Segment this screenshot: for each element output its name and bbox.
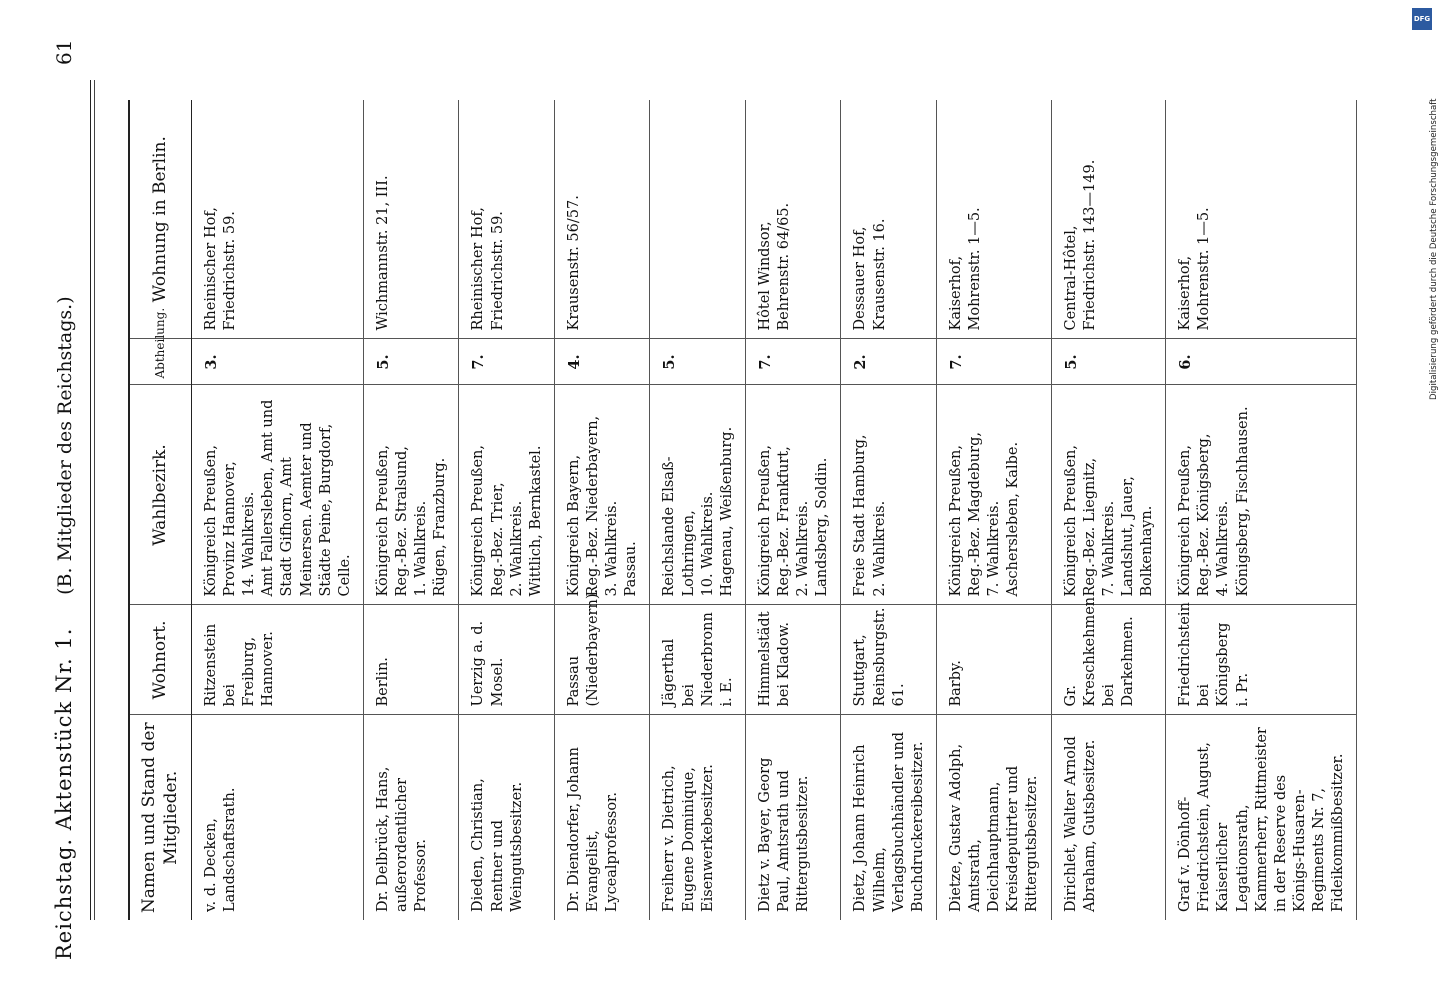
table-row	[650, 100, 746, 920]
member-division: 7.	[459, 339, 555, 385]
member-berlin-address: Wichmannstr. 21, III.	[363, 100, 459, 339]
member-berlin-address: Rheinischer Hof, Friedrichstr. 59.	[459, 100, 555, 339]
table-body	[191, 100, 1356, 920]
dfg-logo	[1412, 8, 1432, 30]
table-header-row	[129, 100, 191, 920]
member-residence: Berlin.	[363, 605, 459, 715]
member-name: Dr. Delbrück, Hans, außerordentlicher Professor.	[363, 715, 459, 920]
member-division: 7.	[936, 339, 1051, 385]
page-number: 61	[52, 39, 76, 65]
member-residence: Ritzenstein bei Freiburg, Hannover.	[191, 605, 363, 715]
member-name: Dr. Diendorfer, Johann Evangelist, Lycealprofessor.	[554, 715, 650, 920]
member-district: Königreich Preußen, Reg.-Bez. Trier, 2. Wahlkreis. Wittlich, Bernkastel.	[459, 385, 555, 605]
member-name: Dietz, Johann Heinrich Wilhelm, Verlagsbuchhändler und Buchdruckereibesitzer.	[841, 715, 937, 920]
dfg-badge: DFG	[1413, 15, 1431, 23]
table-row	[1051, 100, 1166, 920]
member-division: 5.	[363, 339, 459, 385]
member-division: 6.	[1166, 339, 1357, 385]
header-rule-thin	[94, 80, 95, 920]
table-row	[841, 100, 937, 920]
member-residence: Passau (Niederbayern).	[554, 605, 650, 715]
col-header-residence: Wohnort.	[129, 605, 191, 715]
member-berlin-address: Central-Hôtel, Friedrichstr. 143—149.	[1051, 100, 1166, 339]
table-row	[191, 100, 363, 920]
header-subtitle: (B. Mitglieder des Reichstags.)	[54, 296, 76, 595]
table-row	[363, 100, 459, 920]
member-district: Königreich Preußen, Reg.-Bez. Stralsund, 1. Wahlkreis. Rügen, Franzburg.	[363, 385, 459, 605]
member-berlin-address	[650, 100, 746, 339]
member-district: Königreich Preußen, Reg.-Bez. Frankfurt, 2. Wahlkreis. Landsberg, Soldin.	[745, 385, 841, 605]
members-table	[128, 100, 1357, 920]
member-residence: Jägerthal bei Niederbronn i. E.	[650, 605, 746, 715]
digitization-note	[1418, 40, 1439, 400]
col-header-berlin: Wohnung in Berlin.	[129, 100, 191, 339]
col-header-district: Wahlbezirk.	[129, 385, 191, 605]
member-berlin-address: Kaiserhof, Mohrenstr. 1—5.	[1166, 100, 1357, 339]
member-name: Dietze, Gustav Adolph, Amtsrath, Deichhauptmann, Kreisdeputirter und Rittergutsbesitzer.	[936, 715, 1051, 920]
table-row	[936, 100, 1051, 920]
col-header-name: Namen und Stand der Mitglieder.	[129, 715, 191, 920]
member-name: Dieden, Christian, Rentner und Weingutsbesitzer.	[459, 715, 555, 920]
member-name: Dietz v. Bayer, Georg Paul, Amtsrath und Rittergutsbesitzer.	[745, 715, 841, 920]
digitization-note-text: Digitalisierung gefördert durch die Deutsche Forschungsgemeinschaft	[1429, 98, 1439, 400]
member-district: Königreich Bayern, Reg.-Bez. Niederbayern, 3. Wahlkreis. Passau.	[554, 385, 650, 605]
table-row	[554, 100, 650, 920]
member-residence: Uerzig a. d. Mosel.	[459, 605, 555, 715]
running-header	[52, 80, 76, 960]
table-row	[459, 100, 555, 920]
member-division: 4.	[554, 339, 650, 385]
member-division: 3.	[191, 339, 363, 385]
member-division: 7.	[745, 339, 841, 385]
member-berlin-address: Kaiserhof, Mohrenstr. 1—5.	[936, 100, 1051, 339]
member-district: Königreich Preußen, Provinz Hannover, 14. Wahlkreis. Amt Fallersleben, Amt und Stadt Gifhorn, Amt Meinersen. Aemter und Städte Peine, Burgdorf, Celle.	[191, 385, 363, 605]
member-district: Königreich Preußen, Reg.-Bez. Magdeburg, 7. Wahlkreis. Aschersleben, Kalbe.	[936, 385, 1051, 605]
member-residence: Stuttgart, Reinsburgstr. 61.	[841, 605, 937, 715]
member-division: 2.	[841, 339, 937, 385]
member-berlin-address: Hôtel Windsor, Behrenstr. 64/65.	[745, 100, 841, 339]
member-name: Freiherr v. Dietrich, Eugene Dominique, Eisenwerkebesitzer.	[650, 715, 746, 920]
member-name: Dirichlet, Walter Arnold Abraham, Gutsbesitzer.	[1051, 715, 1166, 920]
member-district: Königreich Preußen, Reg.-Bez. Königsberg, 4. Wahlkreis. Königsberg, Fischhausen.	[1166, 385, 1357, 605]
header-rule	[90, 80, 91, 920]
member-berlin-address: Krausenstr. 56/57.	[554, 100, 650, 339]
member-name: Graf v. Dönhoff-Friedrichstein, August, Kaiserlicher Legationsrath, Kammerherr, Rittmeister in der Reserve des Königs-Husaren-Regiments Nr. 7, Fideikommißbesitzer.	[1166, 715, 1357, 920]
member-district: Königreich Preußen, Reg.-Bez. Liegnitz, 7. Wahlkreis. Landshut, Jauer, Bolkenhayn.	[1051, 385, 1166, 605]
member-district: Reichslande Elsaß-Lothringen, 10. Wahlkreis. Hagenau, Weißenburg.	[650, 385, 746, 605]
member-division: 5.	[650, 339, 746, 385]
table-row	[745, 100, 841, 920]
member-residence: Friedrichstein bei Königsberg i. Pr.	[1166, 605, 1357, 715]
member-district: Freie Stadt Hamburg, 2. Wahlkreis.	[841, 385, 937, 605]
member-berlin-address: Dessauer Hof, Krausenstr. 16.	[841, 100, 937, 339]
member-berlin-address: Rheinischer Hof, Friedrichstr. 59.	[191, 100, 363, 339]
col-header-division: Abtheilung.	[129, 339, 191, 385]
member-residence: Gr. Kreschkehmen bei Darkehmen.	[1051, 605, 1166, 715]
member-name: v. d. Decken, Landschaftsrath.	[191, 715, 363, 920]
header-title: Reichstag. Aktenstück Nr. 1.	[52, 627, 76, 960]
member-residence: Barby.	[936, 605, 1051, 715]
member-residence: Himmelstädt bei Kladow.	[745, 605, 841, 715]
member-division: 5.	[1051, 339, 1166, 385]
table-row	[1166, 100, 1357, 920]
